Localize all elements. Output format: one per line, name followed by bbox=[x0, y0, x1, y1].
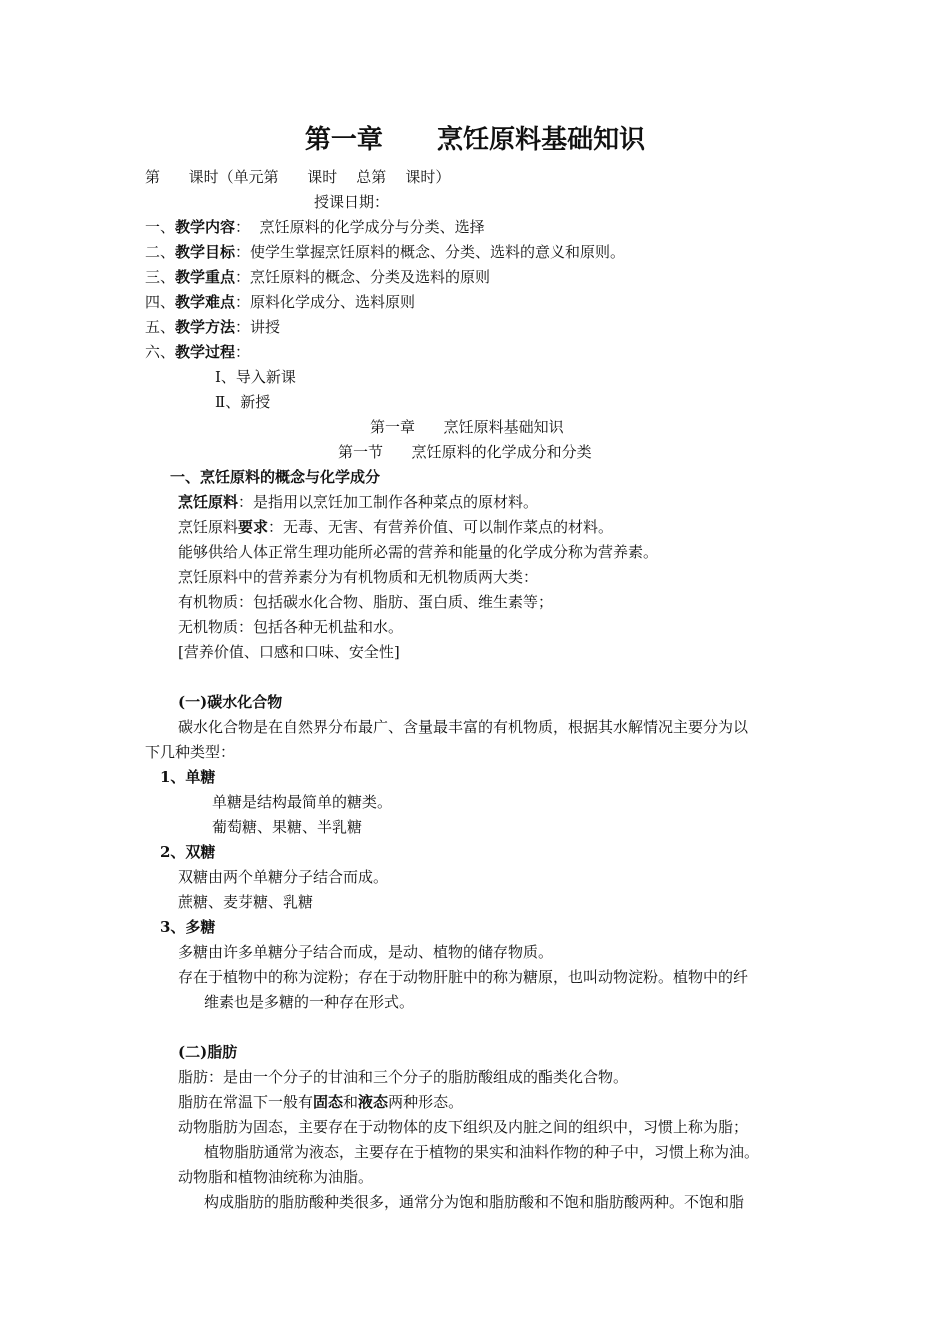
carb-intro-2: 下几种类型： bbox=[145, 743, 236, 761]
poly-line-1: 多糖由许多单糖分子结合而成，是动、植物的储存物质。 bbox=[178, 943, 554, 961]
di-line-2: 蔗糖、麦芽糖、乳糖 bbox=[178, 893, 314, 911]
mono-line-1: 单糖是结构最简单的糖类。 bbox=[212, 793, 393, 811]
poly-line-2: 存在于植物中的称为淀粉；存在于动物肝脏中的称为糖原，也叫动物淀粉。植物中的纤 bbox=[178, 968, 749, 986]
poly-line-3: 维素也是多糖的一种存在形式。 bbox=[204, 993, 415, 1011]
item-process: 六、教学过程： bbox=[145, 343, 251, 361]
item-goal: 二、教学目标：使学生掌握烹饪原料的概念、分类、选料的意义和原则。 bbox=[145, 243, 626, 261]
carb-intro-1: 碳水化合物是在自然界分布最广、含量最丰富的有机物质，根据其水解情况主要分为以 bbox=[178, 718, 749, 736]
nutrient-types-line: 烹饪原料中的营养素分为有机物质和无机物质两大类： bbox=[178, 568, 539, 586]
fat-line-3: 动物脂肪为固态，主要存在于动物体的皮下组织及内脏之间的组织中，习惯上称为脂； bbox=[178, 1118, 749, 1136]
di-line-1: 双糖由两个单糖分子结合而成。 bbox=[178, 868, 389, 886]
mono-heading: 1、单糖 bbox=[160, 768, 216, 786]
date-line: 授课日期： bbox=[314, 193, 390, 211]
lesson-line: 第 课时（单元第 课时 总第 课时） bbox=[145, 168, 451, 186]
page-title: 第一章 烹饪原料基础知识 bbox=[304, 125, 646, 155]
fat-line-4: 植物脂肪通常为液态，主要存在于植物的果实和油料作物的种子中，习惯上称为油。 bbox=[204, 1143, 760, 1161]
requirement-line: 烹饪原料要求：无毒、无害、有营养价值、可以制作菜点的材料。 bbox=[178, 518, 614, 536]
nutrient-line: 能够供给人体正常生理功能所必需的营养和能量的化学成分称为营养素。 bbox=[178, 543, 659, 561]
organic-line: 有机物质：包括碳水化合物、脂肪、蛋白质、维生素等； bbox=[178, 593, 554, 611]
fat-line-6: 构成脂肪的脂肪酸种类很多，通常分为饱和脂肪酸和不饱和脂肪酸两种。不饱和脂 bbox=[204, 1193, 745, 1211]
item-content: 一、教学内容： 烹饪原料的化学成分与分类、选择 bbox=[145, 218, 485, 236]
chapter-heading: 第一章 烹饪原料基础知识 bbox=[370, 418, 564, 436]
di-heading: 2、双糖 bbox=[160, 843, 216, 861]
section-heading: 第一节 烹饪原料的化学成分和分类 bbox=[338, 443, 592, 461]
fat-line-5: 动物脂和植物油统称为油脂。 bbox=[178, 1168, 374, 1186]
fat-heading: (二)脂肪 bbox=[178, 1043, 238, 1061]
carb-heading: (一)碳水化合物 bbox=[178, 693, 283, 711]
item-difficulty: 四、教学难点：原料化学成分、选料原则 bbox=[145, 293, 416, 311]
mono-line-2: 葡萄糖、果糖、半乳糖 bbox=[212, 818, 363, 836]
item-focus: 三、教学重点：烹饪原料的概念、分类及选料的原则 bbox=[145, 268, 491, 286]
fat-line-1: 脂肪：是由一个分子的甘油和三个分子的脂肪酸组成的酯类化合物。 bbox=[178, 1068, 629, 1086]
process-step-1: Ⅰ、导入新课 bbox=[215, 368, 296, 386]
poly-heading: 3、多糖 bbox=[160, 918, 216, 936]
inorganic-line: 无机物质：包括各种无机盐和水。 bbox=[178, 618, 404, 636]
part1-heading: 一、烹饪原料的概念与化学成分 bbox=[170, 468, 381, 486]
fat-line-2: 脂肪在常温下一般有固态和液态两种形态。 bbox=[178, 1093, 464, 1111]
item-method: 五、教学方法：讲授 bbox=[145, 318, 281, 336]
bracket-note: [营养价值、口感和口味、安全性] bbox=[178, 643, 400, 661]
definition-line: 烹饪原料：是指用以烹饪加工制作各种菜点的原材料。 bbox=[178, 493, 539, 511]
process-step-2: Ⅱ、新授 bbox=[215, 393, 271, 411]
